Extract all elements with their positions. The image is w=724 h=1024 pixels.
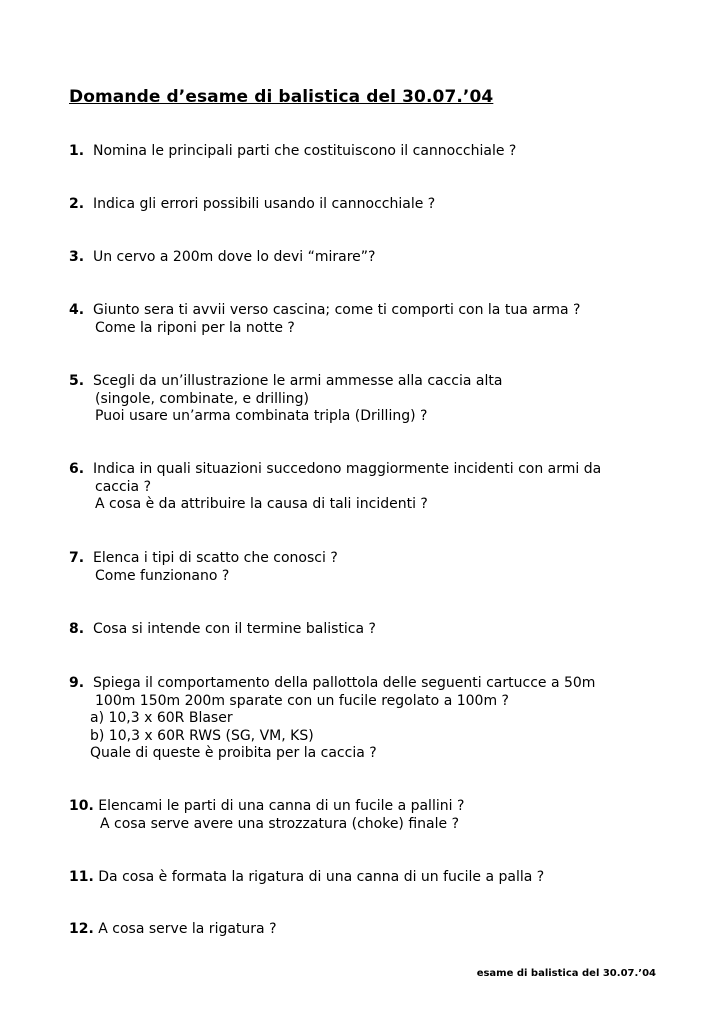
question-8 (69, 621, 376, 639)
question-number: 6. (69, 461, 85, 477)
question-number: 1. (69, 143, 85, 159)
question-text-line: 100m 150m 200m sparate con un fucile regolato a 100m ? (95, 692, 509, 709)
question-text: Nomina le principali parti che costituiscono il cannocchiale ? (92, 143, 517, 159)
question-6 (69, 461, 601, 514)
question-number: 8. (69, 621, 85, 637)
question-text-line: Come funzionano ? (95, 567, 230, 584)
question-text-line: Come la riponi per la notte ? (95, 319, 295, 336)
question-number: 4. (69, 302, 85, 318)
question-text: A cosa serve la rigatura ? (98, 921, 277, 937)
question-text: Elencami le parti di una canna di un fucile a pallini ? (98, 798, 465, 814)
question-text: Cosa si intende con il termine balistica ? (92, 621, 376, 637)
question-number: 12. (69, 921, 94, 937)
question-text: Indica gli errori possibili usando il cannocchiale ? (92, 196, 436, 212)
question-7 (69, 550, 338, 585)
question-text-line: A cosa è da attribuire la causa di tali incidenti ? (95, 496, 428, 512)
question-option-a: a) 10,3 x 60R Blaser (90, 710, 233, 726)
question-number: 2. (69, 196, 85, 212)
question-10 (69, 798, 464, 833)
question-text-line: caccia ? (95, 478, 152, 495)
question-5 (69, 373, 502, 426)
page-title: Domande d’esame di balistica del 30.07.’04 (69, 87, 494, 107)
question-3 (69, 249, 375, 267)
question-4 (69, 302, 580, 337)
question-2 (69, 196, 435, 214)
question-text: Indica in quali situazioni succedono maggiormente incidenti con armi da (92, 461, 602, 477)
question-option-b: b) 10,3 x 60R RWS (SG, VM, KS) (90, 727, 314, 744)
question-text: Un cervo a 200m dove lo devi “mirare”? (92, 249, 376, 265)
question-12 (69, 921, 277, 939)
question-text-line: (singole, combinate, e drilling) (95, 390, 309, 407)
question-text: Giunto sera ti avvii verso cascina; come ti comporti con la tua arma ? (92, 302, 581, 318)
question-1 (69, 143, 516, 161)
question-text: Elenca i tipi di scatto che conosci ? (92, 550, 338, 566)
question-number: 10. (69, 798, 94, 814)
question-11 (69, 869, 544, 887)
question-number: 9. (69, 675, 85, 691)
question-number: 11. (69, 869, 94, 885)
question-9 (69, 675, 595, 763)
question-text: Da cosa è formata la rigatura di una canna di un fucile a palla ? (98, 869, 545, 885)
question-text: Scegli da un’illustrazione le armi ammesse alla caccia alta (92, 373, 503, 389)
question-number: 5. (69, 373, 85, 389)
question-text-line: A cosa serve avere una strozzatura (choke) finale ? (100, 815, 459, 832)
question-text: Spiega il comportamento della pallottola delle seguenti cartucce a 50m (92, 675, 596, 691)
question-number: 7. (69, 550, 85, 566)
question-number: 3. (69, 249, 85, 265)
page-footer: esame di balistica del 30.07.’04 (476, 968, 656, 979)
question-text-line: Quale di queste è proibita per la caccia ? (90, 745, 377, 761)
question-text-line: Puoi usare un’arma combinata tripla (Drilling) ? (95, 408, 428, 424)
